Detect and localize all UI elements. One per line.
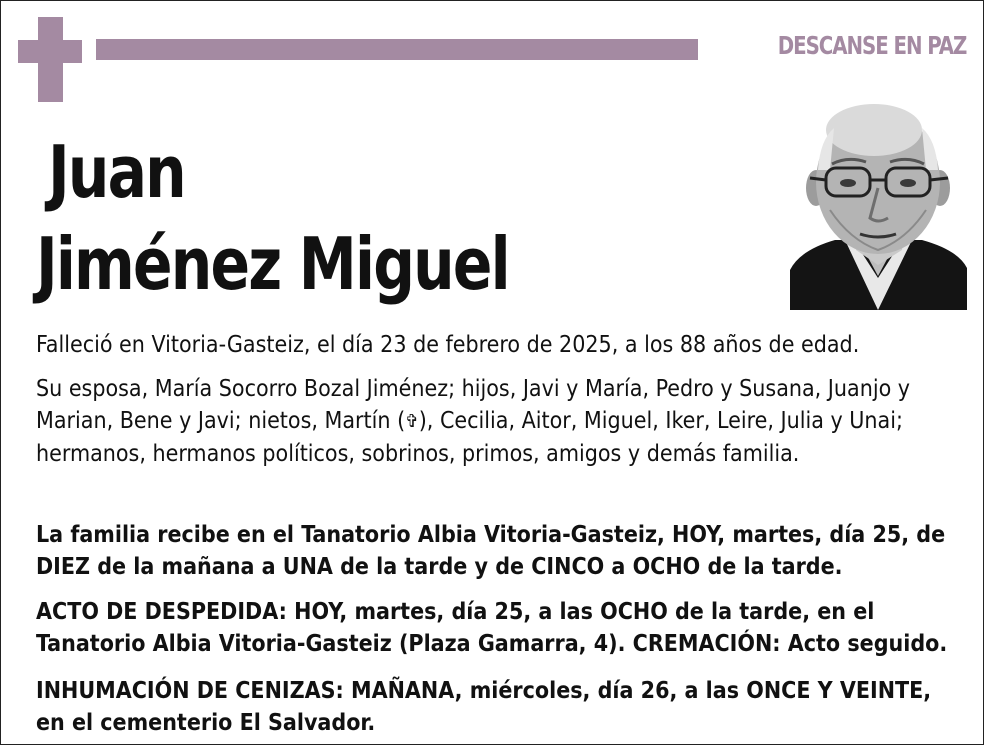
burial-notice: INHUMACIÓN DE CENIZAS: MAÑANA, miércoles, día 26, a las ONCE Y VEINTE, en el cementerio El Salvador. [36,678,932,736]
deceased-first-name: Juan [48,130,185,214]
farewell-notice: ACTO DE DESPEDIDA: HOY, martes, día 25, a las OCHO de la tarde, en el Tanatorio Albia Vitoria-Gasteiz (Plaza Gamarra, 4). CREMACIÓN: Acto seguido. [36,599,948,657]
family-text-start: Su esposa, María Socorro Bozal Jiménez; hijos, Javi y María, Pedro y Susana, Juanjo y Marian, Bene y Javi; nietos, Martín ( [36,376,911,434]
portrait-photo [790,100,967,310]
header-label: DESCANSE EN PAZ [777,31,966,60]
visitation-notice: La familia recibe en el Tanatorio Albia Vitoria-Gasteiz, HOY, martes, día 25, de DIEZ de la mañana a UNA de la tarde y de CINCO a OCHO de la tarde. [36,522,946,580]
header-rule [96,39,698,60]
family-list [36,373,954,470]
deceased-surnames: Jiménez Miguel [36,222,509,306]
cross-small-icon: ✞ [405,411,419,432]
death-notice: Falleció en Vitoria-Gasteiz, el día 23 de febrero de 2025, a los 88 años de edad. [36,332,860,358]
family-text-end: ), Cecilia, Aitor, Miguel, Iker, Leire, Julia y Unai; hermanos, hermanos políticos, sobrinos, primos, amigos y demás familia. [36,408,903,467]
